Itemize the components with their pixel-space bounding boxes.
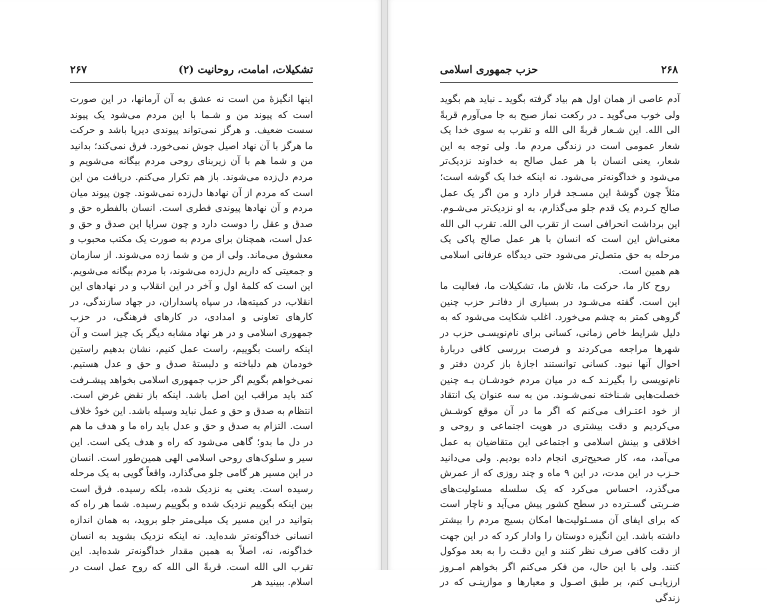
left-page-number: ۲۶۷ [70, 64, 87, 76]
right-page-body [440, 92, 680, 607]
left-page-header-title: تشکیلات، امامت، روحانیت (۲) [178, 64, 313, 76]
left-page-header [70, 62, 313, 78]
right-header-rule [440, 82, 678, 83]
right-page [387, 0, 767, 604]
right-page-header [440, 62, 678, 78]
right-paragraph-2: روح کار ما، حرکت ما، تلاش ما، تشکیلات ما، فعالیت ما این است. گفته می‌شـود در بسیاری از دفاتـر حزب چنین گروهی کمتر به چشم می‌خورد. اغلب شکایت می‌شود که به دلیل شرایط خاص زمانی، کسانی برای نام‌نویسـی حزب در شهرها مراجعه می‌کردند و فرصت بررسی کافی دربارهٔ احوال آنها نبود. کسانی توانستند اجازهٔ باز کردن دفتر و نام‌نویسی را بگیرنـد کـه در میان مردم خودشـان بـه چنین خصلت‌هایی شـناخته نمی‌شـوند. من به سه عنوان یک انتقاد از خود اعتـراف می‌کنم که اگر ما در آن موقع کوشـش می‌کردیم و دقت بیشتری در هویت اجتماعی و روحی و اخلاقی و بینش اسلامی و اجتماعی این متقاضیان به عمل می‌آمد، مه، کار صحیح‌تری انجام داده بودیم. ولی می‌دانید حـزب در این مدت، در این ۹ ماه و چند روزی که از عمرش می‌گذرد، احساس می‌کرد که یک سلسله مسئولیت‌های ضـربتی گسـترده در سطح کشور پیش می‌آید و ناچار است که برای ایفای آن مسـئولیت‌ها امکان بسیج مردم را بیشتر داشته باشد. این انگیزه دوستان را وادار کرد که در این جهت از دقت کافی صرف نظر کنند و این دقـت را به بعد موکول کنند. ولی با این حال، من فکر می‌کنم اگر بخواهم امـروز ارزیابـی کنم، بر طبق اصـول و معیارها و موازینـی که در زندگی [440, 281, 680, 604]
left-header-rule [70, 82, 313, 83]
right-paragraph-1: آدم عاصی از همان اول هم بیاد گرفته بگوید ـ نباید هم بگوید ولی خوب می‌گوید ـ در رکعت نماز صبح به جا می‌آورم قربةً الی الله. این شـعار قربةً الی الله و تقرب به سوی خدا یک شعار عمومی است در زندگی مردم ما. ولی توجه به این شعار، یعنی انسان با هر عمل صالح به خداوند نزدیک‌تر می‌شود و خداگونه‌تر می‌شود. نه اینکه خدا یک گوشه است؛ مثلاً چون گوشهٔ این مسـجد قرار دارد و من اگر یک عمل صالح کـردم یک قدم جلو می‌گذارم، به او نزدیک‌تر می‌شـوم. این برداشت انحرافی است از تقرب الی الله. تقرب الی الله معنی‌اش این است که انسان با هر عمل صالح پاکی یک مرحله به حق متصل‌تر می‌شود حتی دیدگاه عرفانی اسلامی هم همین است. [440, 94, 680, 277]
right-page-header-title: حزب جمهوری اسلامی [440, 64, 538, 76]
left-page-body [70, 92, 313, 591]
right-page-number: ۲۶۸ [661, 64, 678, 76]
left-paragraph-1: اینها انگیزهٔ من است نه عشق به آن آرمانها، در این صورت است که پیوند من و شـما با این مردم می‌شود یک پیوند سست ضعیف. و هرگز نمی‌تواند پیوندی دیرپا باشد و حرکت ما هرگز با آن نهاد اصیل جوش نمی‌خورد. فرق نمی‌کند؛ بدانید من و شما هم با آن زیربنای روحی مردم بیگانه می‌شویم و مردم دل‌زده می‌شوند. باز هم تکرار می‌کنم. دریافت من این است که مردم از آن نهادها دل‌زده نمی‌شوند. چون پیوند میان مردم و آن نهادها پیوندی فطری است. انسان بالفطره حق و صدق و عقل را دوست دارد و چون سراپا این صدق و حق و عدل است، همچنان برای مردم به صورت یک مکتب محبوب و معشوق می‌ماند. ولی از من و شما زده می‌شوند. از سازمان و جمعیتی که داریم دل‌زده می‌شوند، با مردم بیگانه می‌شویم. این است که کلمهٔ اول و آخر در این انقلاب و در نهادهای این انقلاب، در کمیته‌ها، در سپاه پاسداران، در جهاد سازندگی، در کارهای تعاونی و امدادی، در کارهای فرهنگی، در حزب جمهوری اسلامی و در هر نهاد مشابه دیگر یک چیز است و آن اینکه راست بگوییم، راست عمل کنیم، نشان بدهیم راستین خودمان هم دلباخته و دلبستهٔ صدق و حق و عدل هستیم. نمی‌خواهم بگویم اگر حزب جمهوری اسلامی بخواهد پیشـرفت کند باید مراقب این اصل باشد. اینکه باز نقض غرض است. انتظام به صدق و حق و عمل نباید وسیله باشد. این خودٌ خلاف است. التزام به صدق و حق و عدل باید راه ما و هدف ما هم در دل ما بدو؛ گاهی می‌شود که راه و هدف یکی است. این سیر و سلوک‌های روحی اسلامی الهی همین‌طور است. انسان در این مسیر هر گامی جلو می‌گذارد، واقعاً گویی به یک مرحله رسیده است. یعنی به نزدیک شده، بلکه رسیده. فرق است بین اینکه بگوییم نزدیک شده و بگوییم رسیده. شما هر راه که بتوانید در این مسیر یک میلی‌متر جلو بروید، به همان اندازه انسانی خداگونه‌تر شده‌اید. نه اینکه نزدیک بشوید به انسان خداگونه، نه، اصلاً به همین مقدار خداگونه‌تر شده‌اید. این تقرب الی الله است. قربةً الی الله که روح عمل است در اسلام. ببینید هر [70, 94, 313, 589]
left-page [0, 0, 382, 589]
